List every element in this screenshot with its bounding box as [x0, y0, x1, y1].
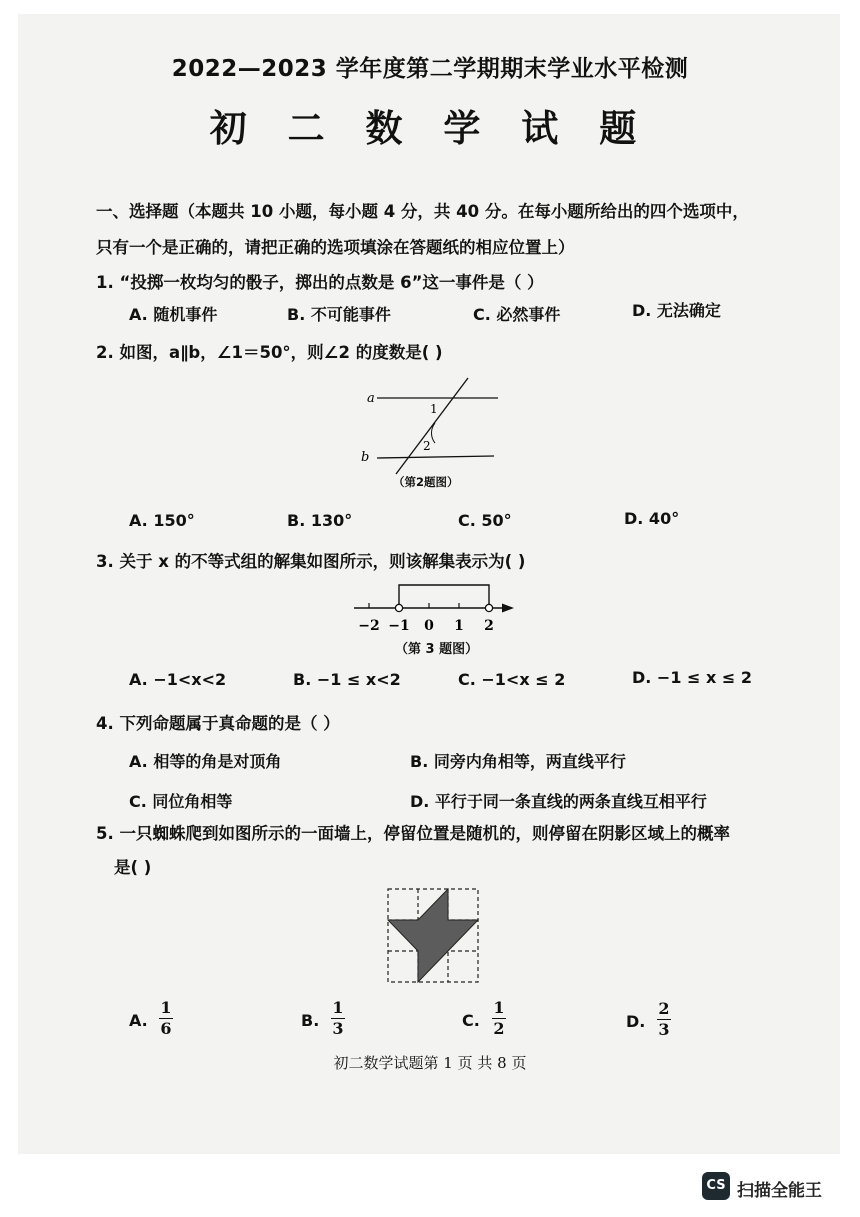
denominator: 6: [160, 1019, 172, 1038]
question-2-stem: 2. 如图，a∥b，∠1＝50°，则∠2 的度数是( ): [96, 343, 443, 362]
question-1-stem: 1. “投掷一枚均匀的骰子，掷出的点数是 6”这一事件是（ ）: [96, 273, 544, 292]
numerator: 1: [332, 998, 344, 1017]
question-5-option-b-fraction: [331, 999, 345, 1038]
question-5-option-a-letter: A.: [129, 1011, 148, 1030]
question-5-option-d-letter: D.: [626, 1012, 646, 1031]
question-2-option-d: D. 40°: [624, 509, 680, 528]
numerator: 1: [160, 998, 172, 1017]
tick-label: −1: [388, 618, 410, 634]
question-4-option-b: B. 同旁内角相等，两直线平行: [410, 752, 626, 771]
tick-label: 0: [424, 618, 434, 634]
question-3-stem: 3. 关于 x 的不等式组的解集如图所示，则该解集表示为( ): [96, 552, 526, 571]
denominator: 3: [658, 1020, 670, 1039]
denominator: 2: [493, 1019, 505, 1038]
question-3-option-d: D. −1 ≤ x ≤ 2: [632, 668, 753, 687]
question-1-option-b: B. 不可能事件: [287, 305, 391, 324]
question-1-option-d: D. 无法确定: [632, 301, 721, 320]
line-a-label: a: [367, 391, 375, 406]
section-heading-line2: 只有一个是正确的，请把正确的选项填涂在答题纸的相应位置上）: [96, 238, 575, 257]
transversal-line: [396, 378, 468, 474]
camscanner-logo: CS: [702, 1172, 730, 1200]
line-b-label: b: [361, 450, 370, 465]
question-5-stem-line2: 是( ): [114, 858, 152, 877]
number-line-arrow-icon: [502, 604, 514, 613]
question-2-caption: （第2题图）: [393, 475, 459, 489]
question-1-option-c: C. 必然事件: [473, 305, 561, 324]
question-3-option-c: C. −1<x ≤ 2: [458, 670, 566, 689]
question-4-option-a: A. 相等的角是对顶角: [129, 752, 282, 771]
question-5-stem-line1: 5. 一只蜘蛛爬到如图所示的一面墙上，停留位置是随机的，则停留在阴影区域上的概率: [96, 824, 730, 843]
question-4-stem: 4. 下列命题属于真命题的是（ ）: [96, 714, 340, 733]
question-5-option-c-letter: C.: [462, 1011, 480, 1030]
tick-label: 2: [484, 618, 494, 634]
question-5-option-b-letter: B.: [301, 1011, 320, 1030]
question-3-number-line: [350, 580, 520, 636]
shaded-region: [388, 889, 478, 982]
question-5-option-a-fraction: [159, 999, 173, 1038]
tick-label: 1: [454, 618, 464, 634]
denominator: 3: [332, 1019, 344, 1038]
question-2-option-a: A. 150°: [129, 511, 195, 530]
question-2-option-b: B. 130°: [287, 511, 353, 530]
camscanner-label: 扫描全能王: [737, 1181, 822, 1201]
section-heading-line1: 一、选择题（本题共 10 小题，每小题 4 分，共 40 分。在每小题所给出的四个选项中，: [96, 202, 749, 221]
numerator: 2: [658, 999, 670, 1018]
numerator: 1: [493, 998, 505, 1017]
question-3-option-b: B. −1 ≤ x<2: [293, 670, 401, 689]
question-3-option-a: A. −1<x<2: [129, 670, 227, 689]
question-1-option-a: A. 随机事件: [129, 305, 218, 324]
line-b: [377, 456, 494, 458]
solution-bracket: [399, 585, 489, 608]
question-5-option-c-fraction: [492, 999, 506, 1038]
tick-label: −2: [358, 618, 380, 634]
question-3-caption: （第 3 题图）: [395, 642, 479, 657]
exam-title: 2022—2023 学年度第二学期期末学业水平检测: [171, 56, 689, 82]
angle-1-label: 1: [430, 402, 438, 416]
page-footer: 初二数学试题第 1 页 共 8 页: [333, 1054, 527, 1072]
open-endpoint: [485, 604, 492, 611]
open-endpoint: [395, 604, 402, 611]
question-5-figure: [385, 886, 483, 986]
question-5-option-d-fraction: [657, 1000, 671, 1039]
question-4-option-c: C. 同位角相等: [129, 792, 233, 811]
exam-subtitle: 初 二 数 学 试 题: [209, 106, 651, 150]
angle-2-label: 2: [423, 439, 431, 453]
question-2-option-c: C. 50°: [458, 511, 512, 530]
question-4-option-d: D. 平行于同一条直线的两条直线互相平行: [410, 792, 707, 811]
